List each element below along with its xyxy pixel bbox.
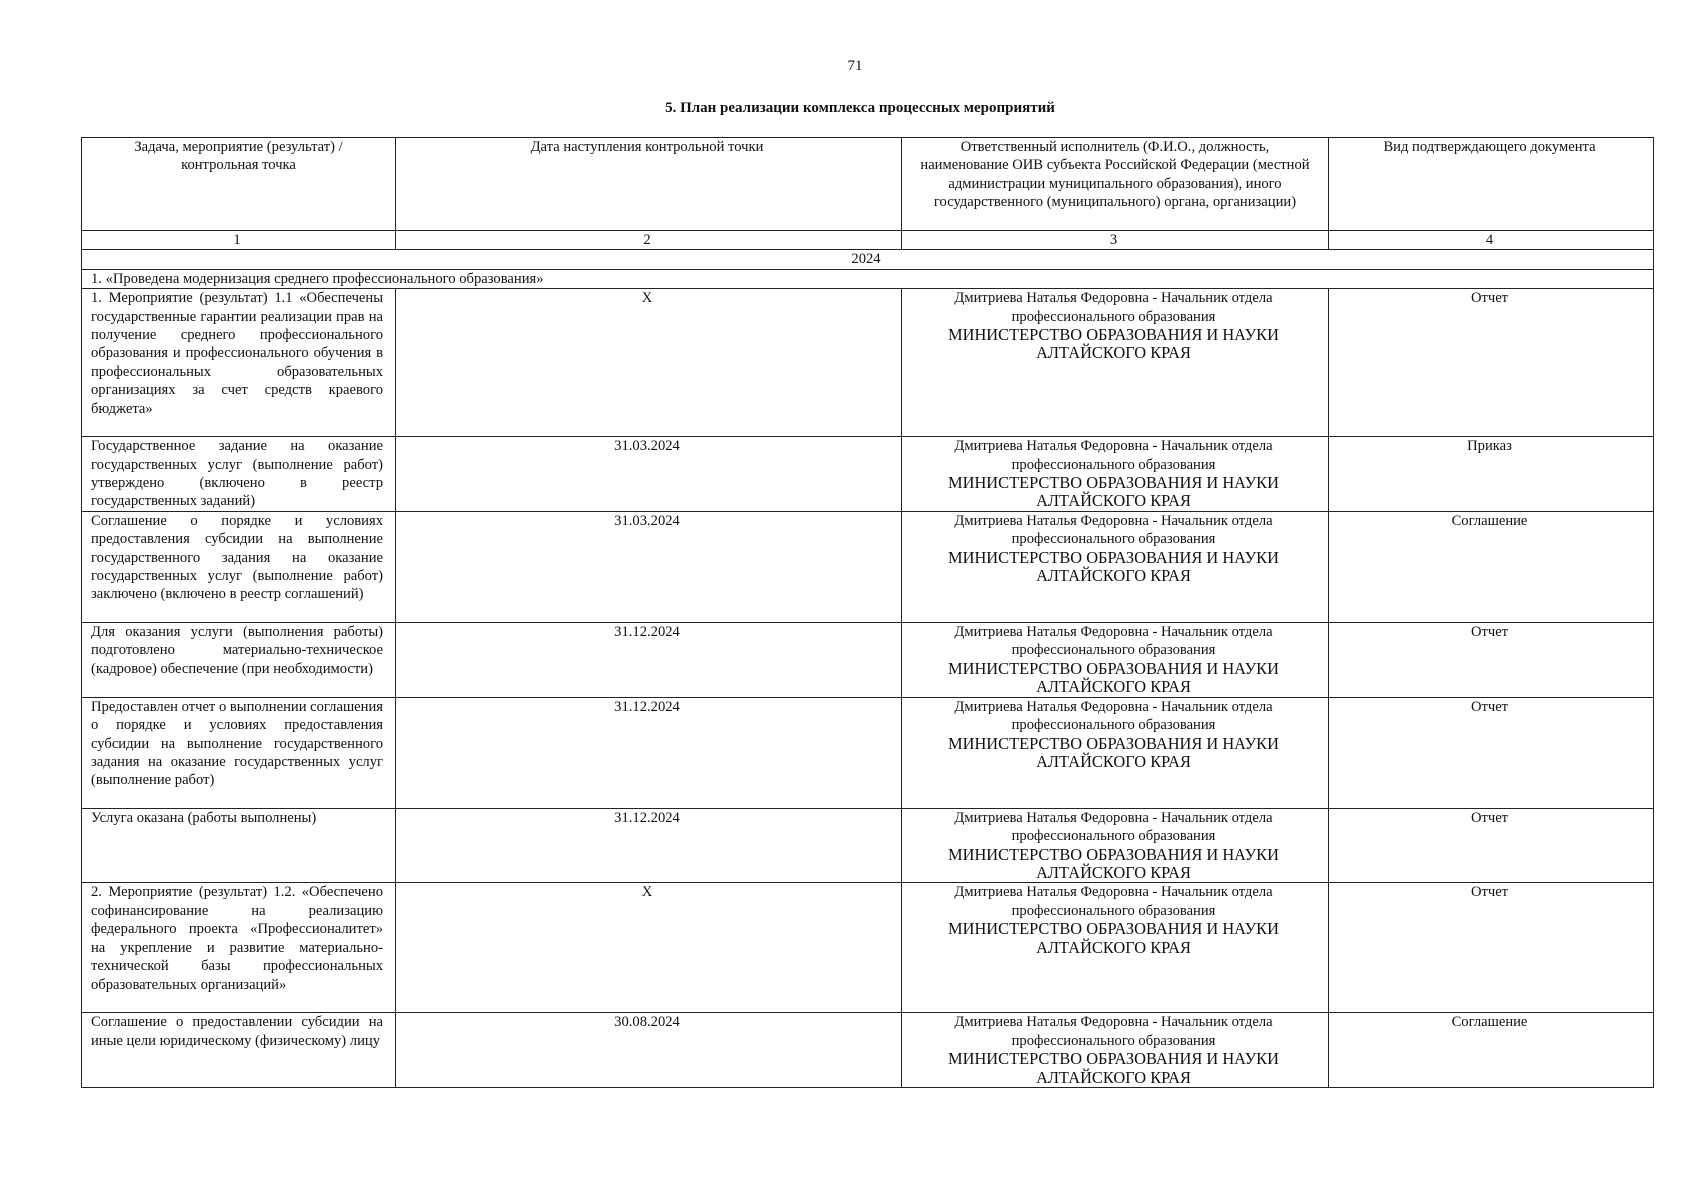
responsible-organization: МИНИСТЕРСТВО ОБРАЗОВАНИЯ И НАУКИ АЛТАЙСКОГО КРАЯ [948,844,1279,883]
responsible-person: Дмитриева Наталья Федоровна - Начальник отдела профессионального образования [954,1014,1273,1049]
table-row [82,808,1654,883]
table-row [82,1013,1654,1088]
page-number: 71 [847,58,863,74]
column-number: 2 [396,231,902,250]
responsible-organization: МИНИСТЕРСТВО ОБРАЗОВАНИЯ И НАУКИ АЛТАЙСКОГО КРАЯ [948,733,1279,772]
column-number: 1 [82,231,396,250]
task-cell: Для оказания услуги (выполнения работы) подготовлено материально-техническое (кадровое) обеспечение (при необходимости) [82,622,396,697]
column-number-row [82,231,1654,250]
document-cell: Отчет [1329,289,1654,437]
responsible-person: Дмитриева Наталья Федоровна - Начальник отдела профессионального образования [954,809,1273,845]
responsible-organization: МИНИСТЕРСТВО ОБРАЗОВАНИЯ И НАУКИ АЛТАЙСКОГО КРАЯ [948,658,1279,697]
document-cell: Соглашение [1329,511,1654,622]
responsible-cell [902,808,1329,883]
responsible-cell [902,511,1329,622]
header-row [82,138,1654,231]
task-cell: 2. Мероприятие (результат) 1.2. «Обеспечено софинансирование на реализацию федерального проекта «Профессионалитет» на укрепление и развитие материально-технической базы профессиональных образовательных организаций» [82,883,396,1013]
date-cell: 31.12.2024 [396,808,902,883]
year-row [82,250,1654,269]
document-title: 5. План реализации комплекса процессных мероприятий [665,100,1055,116]
date-cell: 31.03.2024 [396,437,902,512]
date-cell: 31.12.2024 [396,622,902,697]
responsible-person: Дмитриева Наталья Федоровна - Начальник отдела профессионального образования [954,623,1273,659]
responsible-organization: МИНИСТЕРСТВО ОБРАЗОВАНИЯ И НАУКИ АЛТАЙСКОГО КРАЯ [948,473,1279,511]
responsible-person: Дмитриева Наталья Федоровна - Начальник отдела профессионального образования [954,884,1273,919]
year-label: 2024 [82,250,1654,269]
column-header-task: Задача, мероприятие (результат) / контрольная точка [82,138,396,231]
table-row [82,697,1654,808]
date-cell: 31.03.2024 [396,511,902,622]
responsible-cell [902,622,1329,697]
responsible-cell [902,883,1329,1013]
task-cell: Государственное задание на оказание государственных услуг (выполнение работ) утверждено (включено в реестр государственных заданий) [82,437,396,512]
column-header-responsible: Ответственный исполнитель (Ф.И.О., должность, наименование ОИВ субъекта Российской Федерации (местной администрации муниципального образования), иного государственного (муниципального) органа, организации) [902,138,1329,231]
document-cell: Отчет [1329,622,1654,697]
column-header-date: Дата наступления контрольной точки [396,138,902,231]
table-row [82,437,1654,512]
date-cell: 31.12.2024 [396,697,902,808]
responsible-organization: МИНИСТЕРСТВО ОБРАЗОВАНИЯ И НАУКИ АЛТАЙСКОГО КРАЯ [948,1049,1279,1087]
responsible-cell [902,437,1329,512]
responsible-organization: МИНИСТЕРСТВО ОБРАЗОВАНИЯ И НАУКИ АЛТАЙСКОГО КРАЯ [948,325,1279,363]
responsible-person: Дмитриева Наталья Федоровна - Начальник отдела профессионального образования [954,438,1273,473]
task-cell: Услуга оказана (работы выполнены) [82,808,396,883]
responsible-organization: МИНИСТЕРСТВО ОБРАЗОВАНИЯ И НАУКИ АЛТАЙСКОГО КРАЯ [948,919,1279,957]
section-title: 1. «Проведена модернизация среднего профессионального образования» [82,269,1654,288]
column-header-document: Вид подтверждающего документа [1329,138,1654,231]
responsible-person: Дмитриева Наталья Федоровна - Начальник отдела профессионального образования [954,698,1273,734]
table-row [82,622,1654,697]
responsible-cell [902,289,1329,437]
document-cell: Приказ [1329,437,1654,512]
task-cell: Соглашение о порядке и условиях предоставления субсидии на выполнение государственного задания на оказание государственных услуг (выполнение работ) заключено (включено в реестр соглашений) [82,511,396,622]
date-cell: X [396,289,902,437]
task-cell: Соглашение о предоставлении субсидии на иные цели юридическому (физическому) лицу [82,1013,396,1088]
section-row [82,269,1654,288]
document-cell: Отчет [1329,697,1654,808]
responsible-person: Дмитриева Наталья Федоровна - Начальник отдела профессионального образования [954,512,1273,548]
column-number: 4 [1329,231,1654,250]
table-row [82,511,1654,622]
task-cell: 1. Мероприятие (результат) 1.1 «Обеспечены государственные гарантии реализации прав на получение среднего профессионального образования и профессионального обучения в профессиональных образовательных организациях за счет средств краевого бюджета» [82,289,396,437]
plan-table [81,137,1654,1088]
date-cell: X [396,883,902,1013]
responsible-cell [902,697,1329,808]
responsible-cell [902,1013,1329,1088]
task-cell: Предоставлен отчет о выполнении соглашения о порядке и условиях предоставления субсидии на выполнение государственного задания на оказание государственных услуг (выполнение работ) [82,697,396,808]
responsible-person: Дмитриева Наталья Федоровна - Начальник отдела профессионального образования [954,290,1273,325]
document-cell: Отчет [1329,808,1654,883]
column-number: 3 [902,231,1329,250]
date-cell: 30.08.2024 [396,1013,902,1088]
table-row [82,883,1654,1013]
table-row [82,289,1654,437]
document-cell: Соглашение [1329,1013,1654,1088]
responsible-organization: МИНИСТЕРСТВО ОБРАЗОВАНИЯ И НАУКИ АЛТАЙСКОГО КРАЯ [948,547,1279,586]
document-cell: Отчет [1329,883,1654,1013]
